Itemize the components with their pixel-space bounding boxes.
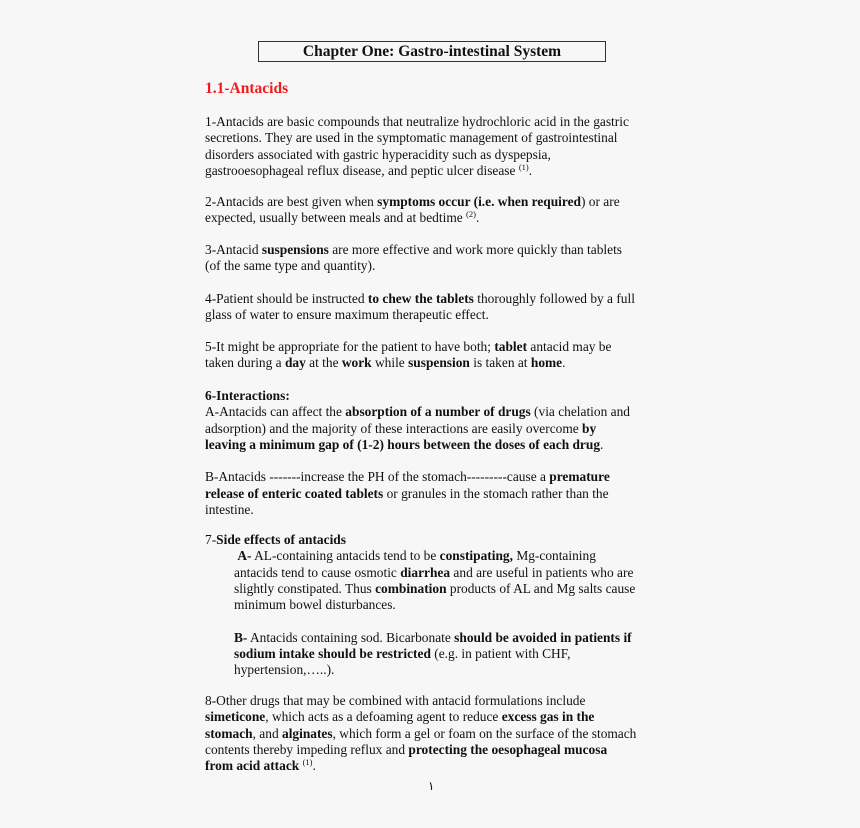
text: thoroughly followed by a full [473,291,635,306]
text-line [205,210,675,226]
text-line [205,242,675,258]
text-line: intestine. [205,502,254,518]
text-line: 8-Other drugs that may be combined with antacid formulations include [205,693,586,708]
text: , and [252,725,282,741]
text: gastrooesophageal reflux disease, and peptic ulcer disease [205,162,519,178]
text-line [205,291,675,307]
citation-ref: (1) [518,161,529,172]
bold-text: suspensions [261,242,329,257]
bold-text: day [284,355,306,371]
bold-text: combination [375,580,447,596]
text: adsorption) and the majority of these interactions are easily overcome [205,420,583,436]
text: . [312,758,316,774]
text: . [475,210,480,226]
text-line [205,437,675,453]
text-line: 1-Antacids are basic compounds that neutralize hydrochloric acid in the gastric [205,114,629,129]
bold-text: symptoms occur (i.e. when required [377,194,581,209]
text-line [205,581,675,597]
text-line [205,742,675,758]
page-number: ١ [428,779,435,793]
bold-text: simeticone [205,709,266,725]
text-line [205,404,675,420]
text-line [205,709,675,725]
paragraph-8 [205,693,675,774]
text: , which form a gel or foam on the surface of the stomach [332,725,637,741]
text: is taken at [469,355,531,371]
text: 7- [205,532,217,547]
text: B-Antacids -------increase the PH of the stomach---------cause a [205,469,550,485]
subheading [205,532,675,548]
text-line [205,565,675,581]
text: antacids tend to cause osmotic [234,564,401,580]
bold-text: protecting the oesophageal mucosa [408,741,608,757]
text: and are useful in patients who are [450,564,634,580]
text-line: secretions. They are used in the symptomatic management of gastrointestinal [205,130,618,146]
bold-text: sodium intake should be restricted [234,646,431,662]
bold-text: alginates [282,725,333,741]
bold-text: tablet [494,339,528,354]
text: Mg-containing [512,548,596,564]
text-line [205,469,675,485]
text: contents thereby impeding reflux and [205,741,409,757]
text-line [205,548,675,564]
paragraph-3 [205,242,675,275]
text: at the [305,355,342,371]
text-line [205,486,675,502]
text: ) or are [581,194,620,209]
paragraph-4 [205,291,675,324]
text: are more effective and work more quickly than tablets [328,242,623,257]
paragraph-6-interactions [205,388,675,518]
bold-text: B- [234,629,248,645]
text: (via chelation and [530,404,630,420]
text-line [205,646,675,662]
text: AL-containing antacids tend to be [251,548,440,564]
paragraph-7-side-effects [205,532,675,679]
text: taken during a [205,355,285,371]
bold-text: release of enteric coated tablets [205,485,384,501]
bold-text: by [582,420,597,436]
paragraph-2 [205,194,675,227]
bold-text: suspension [408,355,470,371]
chapter-title: Chapter One: Gastro-intestinal System [258,41,606,62]
bold-text: should be avoided in patients if [454,629,632,645]
text: (e.g. in patient with CHF, [430,646,571,662]
spacer [205,453,675,469]
subheading [205,388,675,404]
citation-ref: (2) [466,209,476,220]
bold-text: 6-Interactions: [205,388,290,403]
bold-text: diarrhea [400,564,451,580]
text-line [205,339,675,355]
text-line [205,194,675,210]
text-line: minimum bowel disturbances. [234,597,396,613]
text: , which acts as a defoaming agent to reduce [265,709,502,725]
text-line: (of the same type and quantity). [205,258,376,274]
text: 5-It might be appropriate for the patient to have both; [205,339,495,354]
text: 2-Antacids are best given when [205,194,378,209]
bold-text: work [341,355,372,371]
text: expected, usually between meals and at bedtime [205,210,467,226]
text-line: glass of water to ensure maximum therapeutic effect. [205,307,489,323]
bold-text: home [530,355,563,371]
bold-text: excess gas in the [501,709,595,725]
spacer [205,613,675,629]
text-line [205,355,675,371]
paragraph-1 [205,114,675,179]
text: or granules in the stomach rather than the [383,485,609,501]
paragraph-5 [205,339,675,372]
bold-text: leaving a minimum gap of (1-2) hours between the doses of each drug [205,436,601,452]
text: Antacids containing sod. Bicarbonate [247,629,455,645]
text: . [528,162,533,178]
bold-text: to chew the tablets [367,291,474,306]
bold-text: from acid attack [205,758,300,774]
text-line [205,630,675,646]
text-line [205,163,675,179]
text-line [205,758,675,774]
text-line: disorders associated with gastric hyperacidity such as dyspepsia, [205,146,551,162]
bold-text: Side effects of antacids [216,532,346,547]
text: antacid may be [527,339,612,354]
bold-text: absorption of a number of drugs [345,404,531,420]
text-line [205,726,675,742]
text: A-Antacids can affect the [205,404,346,420]
text-line: hypertension,…..). [234,662,335,678]
text: slightly constipated. Thus [234,580,376,596]
section-heading: 1.1-Antacids [205,80,289,97]
text: while [371,355,409,371]
bold-text: constipating, [439,548,513,564]
citation-ref: (1) [302,757,313,768]
text: products of AL and Mg salts cause [446,580,636,596]
text: . [600,436,604,452]
bold-text: A- [237,548,252,564]
text: 3-Antacid [205,242,262,257]
text-line [205,421,675,437]
text: . [562,355,566,371]
bold-text: stomach [205,725,253,741]
text: 4-Patient should be instructed [205,291,368,306]
bold-text: premature [549,469,610,485]
